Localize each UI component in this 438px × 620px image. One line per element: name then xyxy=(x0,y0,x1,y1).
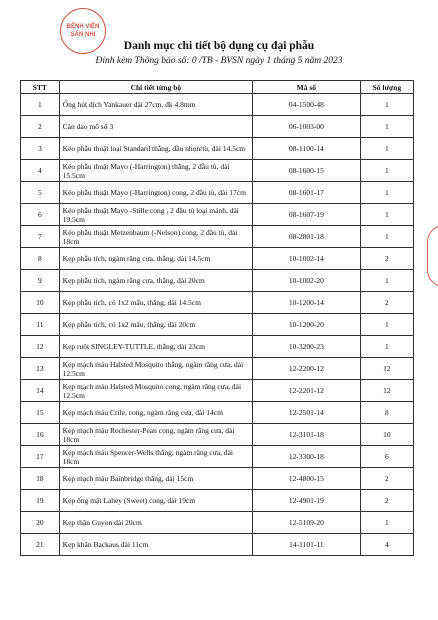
table-row xyxy=(21,204,414,226)
cell-detail: Kẹp mạch máu Rochester-Pean cong, ngàm răng cưa, dài 18cm xyxy=(59,424,252,446)
header-code: Mã số xyxy=(253,81,361,94)
cell-stt: 12 xyxy=(21,336,60,358)
cell-qty: 4 xyxy=(360,534,413,556)
cell-qty: 1 xyxy=(360,138,413,160)
cell-code: 12-4800-15 xyxy=(253,468,361,490)
cell-detail: Kẹp phẫu tích, có 1x2 mấu, thẳng, dài 14.5cm xyxy=(59,292,252,314)
table-row xyxy=(21,116,414,138)
cell-detail: Kẹp khăn Backaus dài 11cm xyxy=(59,534,252,556)
instrument-table xyxy=(20,80,414,556)
cell-stt: 4 xyxy=(21,160,60,182)
cell-code: 04-1500-48 xyxy=(253,94,361,116)
cell-code: 12-2501-14 xyxy=(253,402,361,424)
cell-detail: Kẹp mạch máu Bainbridge thẳng, dài 15cm xyxy=(59,468,252,490)
cell-stt: 20 xyxy=(21,512,60,534)
table-row xyxy=(21,534,414,556)
table-row xyxy=(21,402,414,424)
cell-qty: 6 xyxy=(360,446,413,468)
cell-stt: 11 xyxy=(21,314,60,336)
document-subtitle: Đính kèm Thông báo số: 0 /TB - BVSN ngày 1 tháng 5 năm 2023 xyxy=(95,56,343,66)
cell-code: 06-1003-00 xyxy=(253,116,361,138)
table-row xyxy=(21,182,414,204)
cell-detail: Kẹp thận Guyon dài 20cm xyxy=(59,512,252,534)
cell-stt: 17 xyxy=(21,446,60,468)
table-row xyxy=(21,160,414,182)
cell-detail: Kẹp mạch máu Crile, cong, ngàm răng cưa, dài 14cm xyxy=(59,402,252,424)
cell-qty: 2 xyxy=(360,468,413,490)
cell-detail: Kẹp ruột SINGLEY-TUTTLE, thẳng, dài 23cm xyxy=(59,336,252,358)
cell-stt: 6 xyxy=(21,204,60,226)
cell-qty: 8 xyxy=(360,402,413,424)
table-row xyxy=(21,490,414,512)
table-row xyxy=(21,94,414,116)
cell-code: 12-4901-19 xyxy=(253,490,361,512)
cell-detail: Kẹp phẫu tích, có 1x2 mấu, thẳng, dài 20cm xyxy=(59,314,252,336)
cell-code: 12-2201-12 xyxy=(253,380,361,402)
cell-stt: 2 xyxy=(21,116,60,138)
cell-code: 10-1200-14 xyxy=(253,292,361,314)
table-row xyxy=(21,358,414,380)
cell-code: 10-1200-20 xyxy=(253,314,361,336)
header-qty: Số lượng xyxy=(360,81,413,94)
cell-code: 08-1600-15 xyxy=(253,160,361,182)
cell-stt: 5 xyxy=(21,182,60,204)
cell-qty: 1 xyxy=(360,314,413,336)
cell-detail: Kẹp phẫu tích, ngàm răng cưa, thẳng, dài 14.5cm xyxy=(59,248,252,270)
cell-code: 10-1002-20 xyxy=(253,270,361,292)
cell-detail: Kéo phẫu thuật Mayo (-Harrington) thẳng, 2 đầu tù, dài 15.5cm xyxy=(59,160,252,182)
cell-qty: 1 xyxy=(360,94,413,116)
cell-detail: Kéo phẫu thuật Mayo -Stille cong , 2 đầu tù loại mảnh, dài 19.5cm xyxy=(59,204,252,226)
cell-stt: 16 xyxy=(21,424,60,446)
header-stt: STT xyxy=(21,81,60,94)
table-row xyxy=(21,292,414,314)
cell-code: 08-1100-14 xyxy=(253,138,361,160)
cell-detail: Kẹp mạch máu Spencer-Wells thẳng, ngàm răng cưa, dài 18cm xyxy=(59,446,252,468)
cell-qty: 1 xyxy=(360,226,413,248)
cell-qty: 1 xyxy=(360,204,413,226)
cell-stt: 7 xyxy=(21,226,60,248)
cell-detail: Kéo phẫu thuật Metzenbaum (-Nelson) cong, 2 đầu tù, dài 18cm xyxy=(59,226,252,248)
cell-stt: 15 xyxy=(21,402,60,424)
table-row xyxy=(21,424,414,446)
table-row xyxy=(21,138,414,160)
cell-code: 08-1607-19 xyxy=(253,204,361,226)
cell-code: 12-5109-20 xyxy=(253,512,361,534)
table-row xyxy=(21,468,414,490)
cell-detail: Kẹp phẫu tích, ngàm răng cưa, thẳng, dài 20cm xyxy=(59,270,252,292)
cell-detail: Kéo phẫu thuật Mayo (-Harrington) cong, 2 đầu tù, dài 17cm xyxy=(59,182,252,204)
cell-qty: 1 xyxy=(360,160,413,182)
cell-stt: 1 xyxy=(21,94,60,116)
cell-qty: 1 xyxy=(360,270,413,292)
cell-detail: Kẹp mạch máu Halsted Mosquito cong, ngàm răng cưa, dài 12.5cm xyxy=(59,380,252,402)
cell-stt: 10 xyxy=(21,292,60,314)
table-row xyxy=(21,446,414,468)
table-body xyxy=(21,94,414,556)
table-row xyxy=(21,226,414,248)
cell-code: 10-3200-23 xyxy=(253,336,361,358)
table-row xyxy=(21,380,414,402)
cell-stt: 3 xyxy=(21,138,60,160)
table-header-row xyxy=(21,81,414,94)
cell-detail: Kẹp ống mật Lahey (Sweet) cong, dài 19cm xyxy=(59,490,252,512)
cell-stt: 9 xyxy=(21,270,60,292)
header-detail: Chi tiết từng bộ xyxy=(59,81,252,94)
cell-stt: 14 xyxy=(21,380,60,402)
cell-detail: Ống hút dịch Yankauer dài 27cm, đk 4.8mm xyxy=(59,94,252,116)
seal-line-2: SẢN NHI xyxy=(70,32,96,38)
cell-qty: 2 xyxy=(360,248,413,270)
cell-code: 12-3300-18 xyxy=(253,446,361,468)
cell-qty: 1 xyxy=(360,116,413,138)
cell-qty: 1 xyxy=(360,512,413,534)
table-row xyxy=(21,248,414,270)
document-title: Danh mục chi tiết bộ dụng cụ đại phẫu xyxy=(123,40,315,52)
cell-stt: 18 xyxy=(21,468,60,490)
table-row xyxy=(21,314,414,336)
cell-code: 14-1101-11 xyxy=(253,534,361,556)
cell-code: 08-2801-18 xyxy=(253,226,361,248)
cell-code: 10-1002-14 xyxy=(253,248,361,270)
side-stamp-mark xyxy=(427,225,438,287)
cell-code: 12-3101-18 xyxy=(253,424,361,446)
cell-stt: 21 xyxy=(21,534,60,556)
cell-qty: 12 xyxy=(360,380,413,402)
cell-qty: 2 xyxy=(360,292,413,314)
cell-qty: 1 xyxy=(360,182,413,204)
cell-detail: Kéo phẫu thuật loại Standard thẳng, đầu nhọn/tù, dài 14.5cm xyxy=(59,138,252,160)
cell-code: 08-1601-17 xyxy=(253,182,361,204)
cell-qty: 1 xyxy=(360,336,413,358)
cell-qty: 12 xyxy=(360,358,413,380)
seal-line-1: BỆNH VIỆN xyxy=(66,24,100,30)
table-row xyxy=(21,512,414,534)
cell-qty: 2 xyxy=(360,490,413,512)
cell-code: 12-2200-12 xyxy=(253,358,361,380)
cell-stt: 19 xyxy=(21,490,60,512)
cell-stt: 8 xyxy=(21,248,60,270)
cell-detail: Kẹp mạch máu Halsted Mosquito thẳng, ngàm răng cưa, dài 12.5cm xyxy=(59,358,252,380)
cell-detail: Cán dao mổ số 3 xyxy=(59,116,252,138)
table-row xyxy=(21,270,414,292)
cell-qty: 10 xyxy=(360,424,413,446)
table-row xyxy=(21,336,414,358)
cell-stt: 13 xyxy=(21,358,60,380)
